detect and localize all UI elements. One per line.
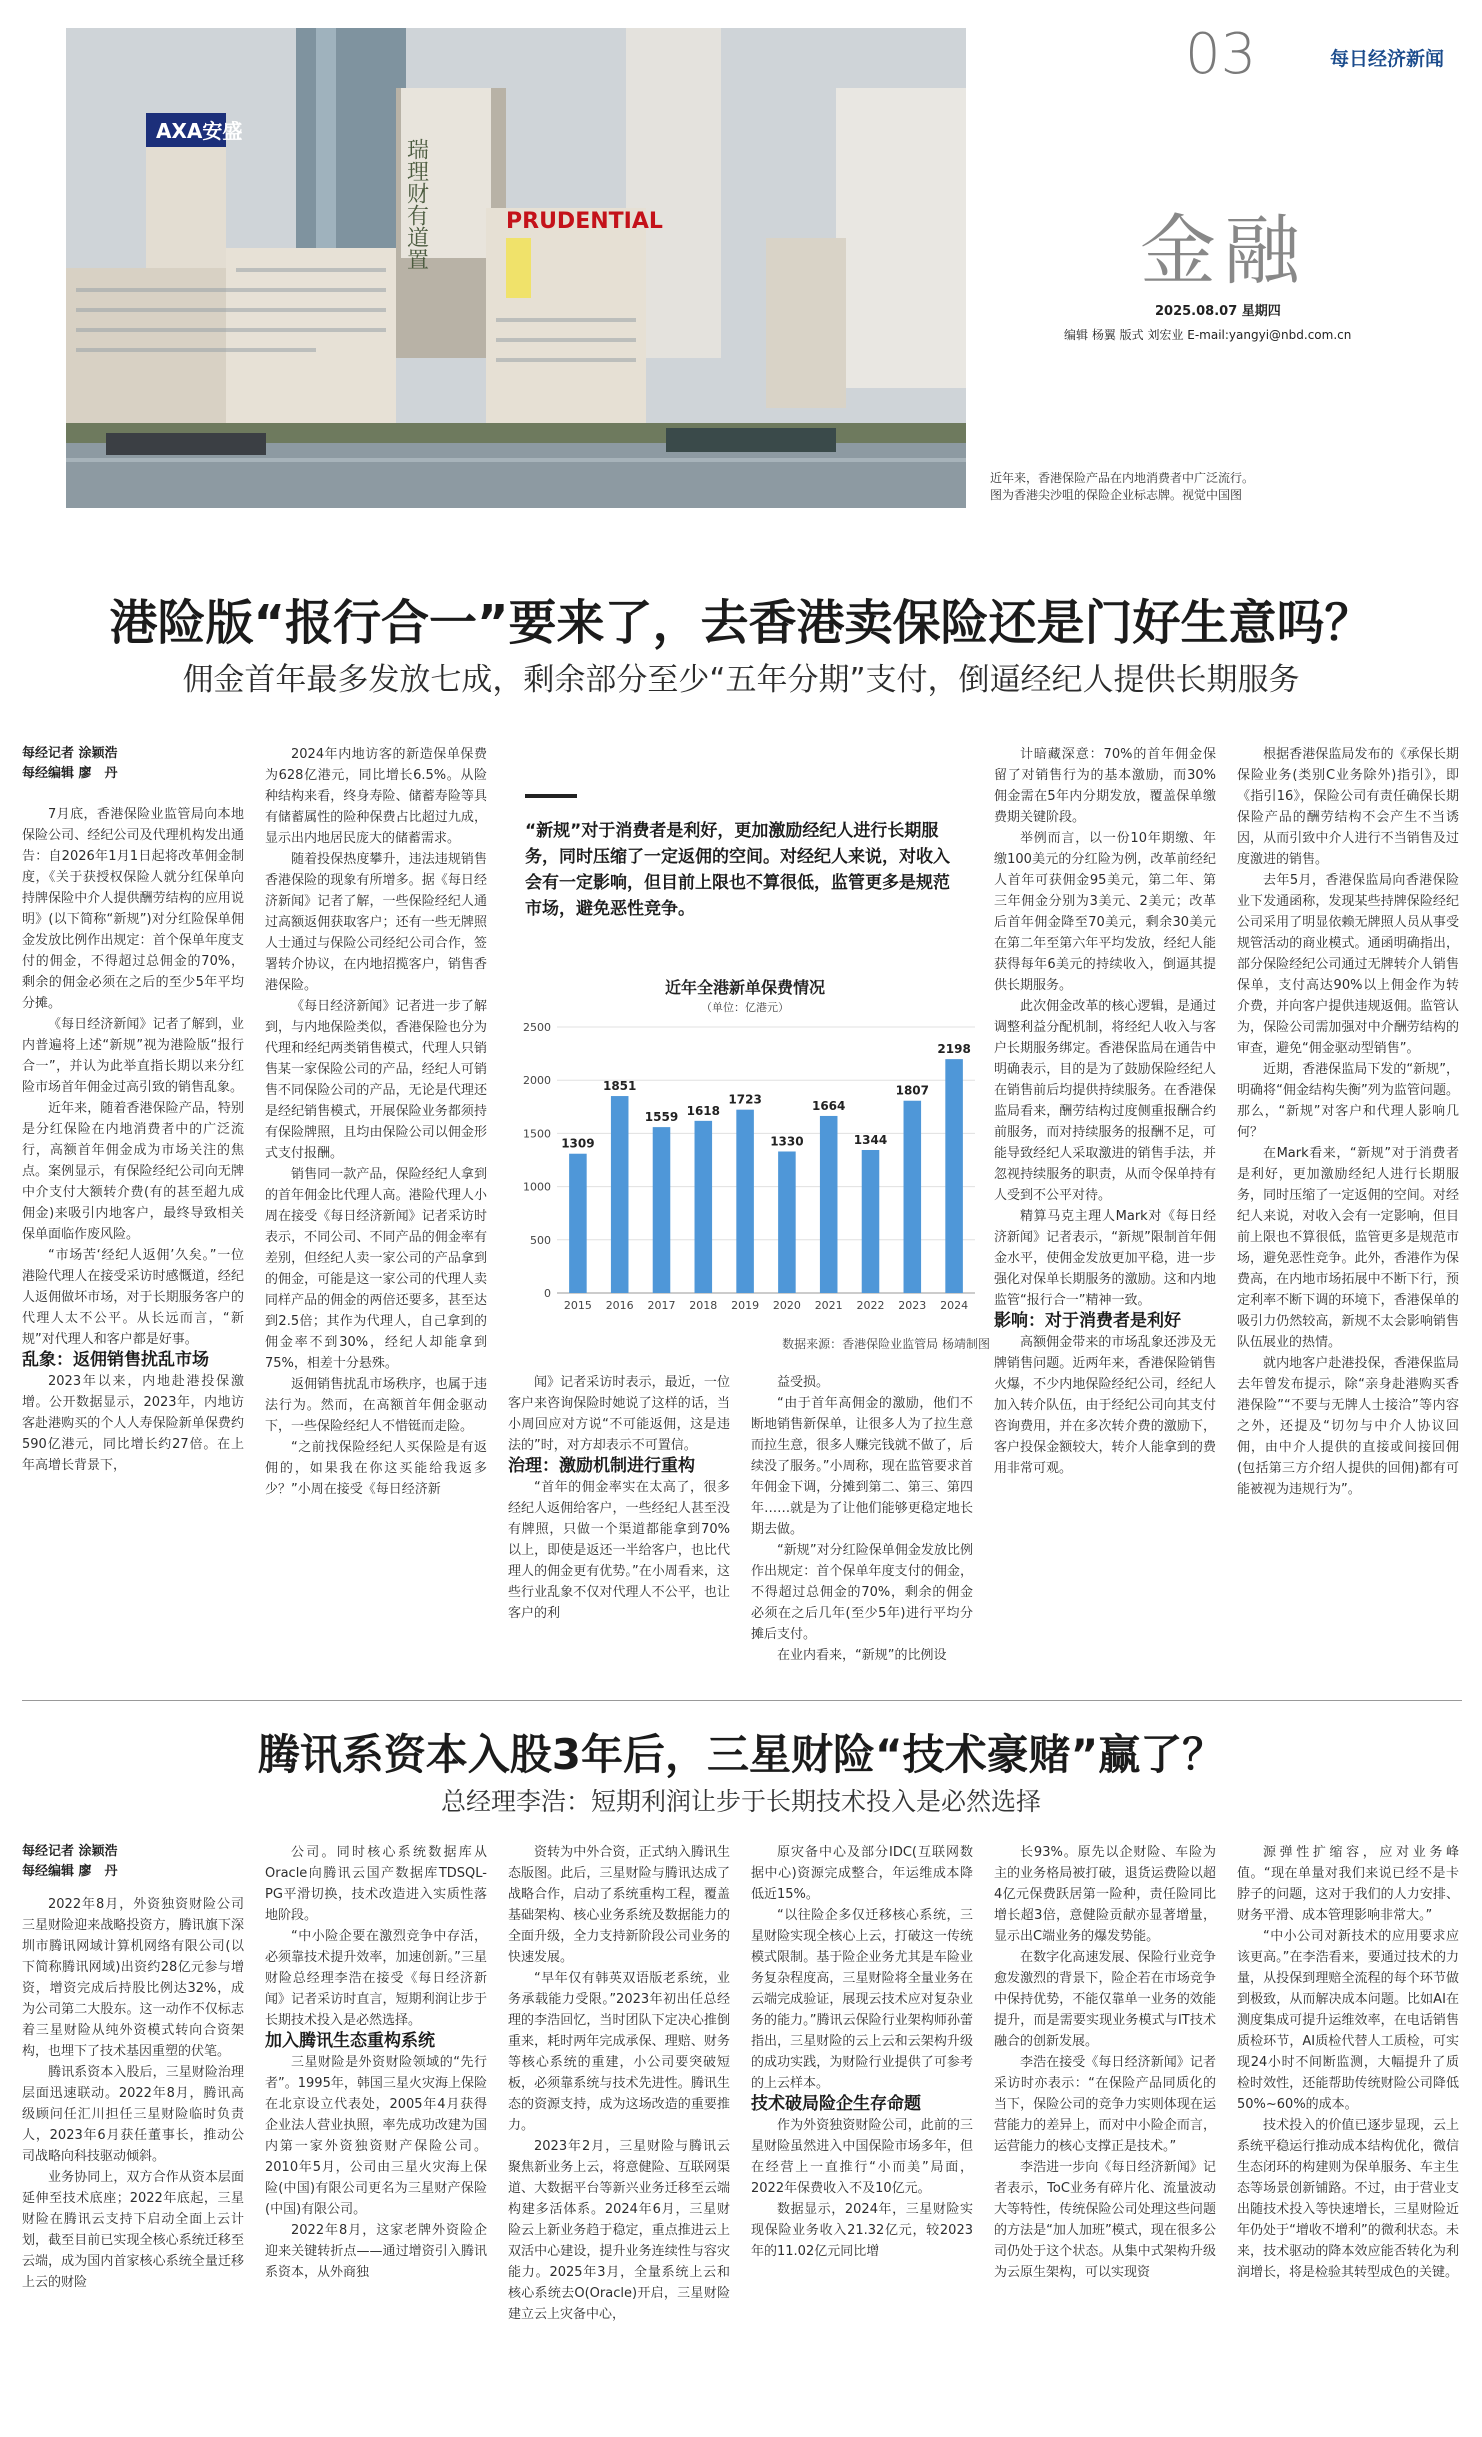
paragraph: 销售同一款产品，保险经纪人拿到的首年佣金比代理人高。港险代理人小周在接受《每日经济新闻》记者采访时表示，不同公司、不同产品的佣金率有差别，但经纪人卖一家公司的产品拿到的佣金，可能是这一家公司的代理人卖同样产品的佣金的两倍还要多，甚至达到2.5倍；其作为代理人，自己拿到的佣金率不到30%，经纪人却能拿到75%，相差十分悬殊。	[265, 1167, 487, 1371]
vertical-sign: 瑞理财有道置	[403, 138, 429, 270]
x-tick-label-2017: 2017	[647, 1299, 676, 1312]
article1-subhead-2: 治理：激励机制进行重构	[508, 1456, 695, 1476]
chart-source: 数据来源：香港保险业监管局 杨靖制图	[782, 1337, 990, 1351]
article2-headline: 腾讯系资本入股3年后，三星财险“技术豪赌”赢了？	[257, 1730, 1225, 1779]
paragraph: “由于首年高佣金的激励，他们不断地销售新保单，让很多人为了拉生意而拉生意，很多人赚完钱就不做了，后续没了服务。”小周称，现在监管要求首年佣金下调，分摊到第二、第三、第四年……就是为了让他们能够更稳定地长期去做。	[751, 1396, 973, 1537]
article-divider	[22, 1700, 1462, 1701]
y-tick-label: 1500	[523, 1127, 551, 1141]
paragraph: 2022年8月，这家老牌外资险企迎来关键转折点——通过增资引入腾讯系资本，从外商独	[265, 2223, 487, 2280]
x-tick-label-2024: 2024	[940, 1299, 969, 1312]
paragraph: 此次佣金改革的核心逻辑，是通过调整利益分配机制，将经纪人收入与客户长期服务绑定。香港保监局在通告中明确表示，目的是为了鼓励保险经纪人在销售前后均提供持续服务。在香港保监局看来，酬劳结构过度侧重报酬合约前服务，而对持续服务的报酬不足，可能导致经纪人采取激进的销售手法，并忽视持续服务的职责，从而令保单持有人受到不公平对待。	[994, 999, 1216, 1203]
issue-date: 2025.08.07 星期四	[1155, 304, 1281, 319]
paragraph: 在业内看来，“新规”的比例设	[777, 1648, 947, 1663]
bar-chart	[505, 975, 985, 1335]
paragraph: 精算马克主理人Mark对《每日经济新闻》记者表示，“新规”限制首年佣金水平，使佣金发放更加平稳，进一步强化对保单长期服务的激励。这和内地监管“报行合一”精神一致。	[994, 1209, 1216, 1308]
paragraph: 技术投入的价值已逐步显现，云上系统平稳运行推动成本结构优化，微信生态闭环的构建则为保单服务、车主生态等场景创新铺路。不过，由于营业支出随技术投入等快速增长，三星财险近年仍处于“增收不增利”的微利状态。未来，技术驱动的降本效应能否转化为利润增长，将是检验其转型成色的关键。	[1237, 2118, 1459, 2280]
paragraph: 在数字化高速发展、保险行业竞争愈发激烈的背景下，险企若在市场竞争中保持优势，不能仅靠单一业务的效能提升，而是需要实现业务模式与IT技术融合的创新发展。	[994, 1950, 1216, 2049]
paragraph: 《每日经济新闻》记者进一步了解到，与内地保险类似，香港保险也分为代理和经纪两类销售模式，代理人只销售某一家保险公司的产品，经纪人可销售不同保险公司的产品，无论是代理还是经纪销售模式，开展保险业务都须持有保险牌照，且均由保险公司以佣金形式支付报酬。	[265, 999, 487, 1161]
data-label-2017: 1559	[644, 1110, 679, 1125]
paragraph: 高额佣金带来的市场乱象还涉及无牌销售问题。近两年来，香港保险销售火爆，不少内地保险经纪公司，经纪人加入转介队伍，由于经纪公司向其支付咨询费用，并在多次转介费的激励下，客户投保金额较大，转介人能拿到的费用非常可观。	[994, 1335, 1216, 1476]
chart-title: 近年全港新单保费情况	[664, 978, 826, 997]
paragraph: 业务协同上，双方合作从资本层面延伸至技术底座；2022年底起，三星财险在腾讯云支持下启动全面上云计划，截至目前已实现全核心系统迁移至云端，成为国内首家核心系统全量迁移上云的财险	[22, 2170, 244, 2290]
y-tick-label: 2000	[523, 1074, 551, 1088]
paragraph: 源弹性扩缩容，应对业务峰值。“现在单量对我们来说已经不是卡脖子的问题，这对于我们的人力安排、财务平滑、成本管理影响非常大。”	[1237, 1845, 1459, 1923]
page-number: 03	[1185, 22, 1257, 87]
paragraph: 2024年内地访客的新造保单保费为628亿港元，同比增长6.5%。从险种结构来看，终身寿险、储蓄寿险等具有储蓄属性的险种保费占比超过九成，显示出内地居民庞大的储蓄需求。	[265, 747, 487, 846]
paragraph: 7月底，香港保险业监管局向本地保险公司、经纪公司及代理机构发出通告：自2026年1月1日起将改革佣金制度，《关于获授权保险人就分红保单向持牌保险中介人提供酬劳结构的应用说明》(以下简称“新规”)对分红险保单佣金发放比例作出规定：首个保单年度支付的佣金，不得超过总佣金的70%，剩余的佣金必须在之后的至少5年平均分摊。	[22, 807, 244, 1011]
chart-unit-label: （单位：亿港元）	[701, 1001, 789, 1014]
article2-subhead-1: 加入腾讯生态重构系统	[265, 2031, 435, 2051]
bar-2015	[569, 1154, 587, 1293]
bar-2016	[611, 1096, 629, 1293]
bar-2019	[736, 1110, 754, 1293]
x-tick-label-2015: 2015	[563, 1299, 592, 1312]
paragraph: 随着投保热度攀升，违法违规销售香港保险的现象有所增多。据《每日经济新闻》记者了解，一些保险经纪人通过高额返佣获取客户；还有一些无牌照人士通过与保险公司经纪公司合作，签署转介协议，在内地招揽客户，销售香港保险。	[265, 852, 487, 993]
paragraph: “以往险企多仅迁移核心系统，三星财险实现全核心上云，打破这一传统模式限制。基于险企业务尤其是车险业务复杂程度高，三星财险将全量业务在云端完成验证，展现云技术应对复杂业务的能力。”腾讯云保险行业架构师孙蕾指出，三星财险的云上云和云架构升级的成功实践，为财险行业提供了可参考的上云样本。	[751, 1908, 973, 2091]
section-title: 金融	[1140, 206, 1308, 295]
paragraph: 李浩在接受《每日经济新闻》记者采访时亦表示：“在保险产品同质化的当下，保险公司的竞争力实则体现在运营能力的差异上，而对中小险企而言，运营能力的核心支撑正是技术。”	[994, 2055, 1216, 2154]
paragraph: 公司。同时核心系统数据库从Oracle向腾讯云国产数据库TDSQL-PG平滑切换，技术改造进入实质性落地阶段。	[265, 1845, 487, 1923]
article2-column-4	[751, 1842, 973, 2262]
article1-column-2	[265, 744, 487, 1500]
paragraph: “市场苦‘经纪人返佣’久矣。”一位港险代理人在接受采访时感慨道，经纪人返佣做坏市场，对于长期服务客户的代理人太不公平。从长远而言，“新规”对代理人和客户都是好事。	[22, 1248, 244, 1347]
data-label-2024: 2198	[937, 1042, 971, 1057]
paragraph: 在Mark看来，“新规”对于消费者是利好，更加激励经纪人进行长期服务，同时压缩了一定返佣的空间。对经纪人来说，对收入会有一定影响，但目前上限也不算很低，监管更多是规范市场，避免恶性竞争。此外，香港作为保费高，在内地市场拓展中不断下行，预定利率不断下调的环境下，香港保单的吸引力仍然较高，新规不太会影响销售队伍展业的热情。	[1237, 1146, 1459, 1350]
x-tick-label-2022: 2022	[856, 1299, 885, 1312]
pull-quote-text: “新规”对于消费者是利好，更加激励经纪人进行长期服务，同时压缩了一定返佣的空间。对经纪人来说，对收入会有一定影响，但目前上限也不算很低，监管更多是规范市场，避免恶性竞争。	[525, 821, 950, 919]
article1-subheadline: 佣金首年最多发放七成，剩余部分至少“五年分期”支付，倒逼经纪人提供长期服务	[182, 662, 1300, 698]
y-tick-label: 2500	[523, 1021, 551, 1034]
paragraph: 数据显示，2024年，三星财险实现保险业务收入21.32亿元，较2023年的11.02亿元同比增	[751, 2202, 973, 2259]
paragraph: “首年的佣金率实在太高了，很多经纪人返佣给客户，一些经纪人甚至没有牌照，只做一个渠道都能拿到70%以上，即使是返还一半给客户，也比代理人的佣金更有优势。”在小周看来，这些行业乱象不仅对代理人不公平，也让客户的利	[508, 1480, 730, 1621]
pull-quote	[525, 818, 965, 922]
axa-sign: AXA安盛	[156, 119, 243, 143]
article2-column-2	[265, 1842, 487, 2283]
article2-reporter: 每经记者 涂颖浩	[22, 1844, 118, 1859]
y-tick-label: 0	[544, 1287, 551, 1300]
bar-2017	[653, 1127, 671, 1293]
data-label-2015: 1309	[561, 1136, 595, 1151]
article2-column-3	[508, 1842, 730, 2325]
data-label-2018: 1618	[686, 1103, 721, 1118]
data-label-2021: 1664	[811, 1098, 846, 1113]
harbor-photo	[66, 28, 966, 508]
paragraph: 《每日经济新闻》记者了解到，业内普遍将上述“新规”视为港险版“报行合一”，并认为此举直指长期以来分红险市场首年佣金过高引致的销售乱象。	[22, 1017, 244, 1095]
x-tick-label-2016: 2016	[605, 1299, 634, 1312]
paragraph: 三星财险是外资财险领域的“先行者”。1995年，韩国三星火灾海上保险在北京设立代表处，2005年4月获得企业法人营业执照，率先成功改建为国内第一家外资独资财产保险公司。2010年5月，公司由三星火灾海上保险(中国)有限公司更名为三星财产保险(中国)有限公司。	[265, 2055, 487, 2217]
x-tick-label-2021: 2021	[814, 1299, 843, 1312]
paragraph: 就内地客户赴港投保，香港保监局去年曾发布提示，除“亲身赴港购买香港保险”“不要与无牌人士接洽”等内容之外，还提及“切勿与中介人协议回佣，由中介人提供的直接或间接回佣(包括第三方介绍人提供的回佣)都有可能被视为违规行为”。	[1237, 1356, 1459, 1497]
paragraph: 李浩进一步向《每日经济新闻》记者表示，ToC业务有碎片化、流量波动大等特性，传统保险公司处理这些问题的方法是“加人加班”模式，现在很多公司仍处于这个状态。从集中式架构升级为云原生架构，可以实现资	[994, 2160, 1216, 2280]
paragraph: “之前找保险经纪人买保险是有返佣的，如果我在你这买能给我返多少？”小周在接受《每日经济新	[265, 1440, 487, 1497]
article1-column-6	[1237, 744, 1459, 1500]
y-tick-label: 1000	[523, 1180, 551, 1194]
data-label-2023: 1807	[895, 1083, 930, 1098]
x-tick-label-2018: 2018	[689, 1299, 718, 1312]
paragraph: 根据香港保监局发布的《承保长期保险业务(类别C业务除外)指引》，即《指引16》，保险公司有责任确保长期保险产品的酬劳结构不会产生不当诱因，从而引致中介人进行不当销售及过度激进的销售。	[1237, 747, 1459, 867]
article1-column-4	[751, 1372, 973, 1666]
paragraph: 2023年以来，内地赴港投保激增。公开数据显示，2023年，内地访客赴港购买的个人人寿保险新单保费约590亿港元，同比增长约27倍。在上年高增长背景下，	[22, 1374, 244, 1473]
article1-subhead-3: 影响：对于消费者是利好	[994, 1311, 1181, 1331]
editor-credits: 编辑 杨翼 版式 刘宏业 E-mail:yangyi@nbd.com.cn	[1064, 328, 1352, 342]
skyline-illustration	[66, 28, 966, 508]
article1-subhead-1: 乱象：返佣销售扰乱市场	[22, 1350, 209, 1370]
paragraph: 近期，香港保监局下发的“新规”，明确将“佣金结构失衡”列为监管问题。那么，“新规”对客户和代理人影响几何？	[1237, 1062, 1459, 1140]
paragraph: 返佣销售扰乱市场秩序，也属于违法行为。然而，在高额首年佣金驱动下，一些保险经纪人不惜铤而走险。	[265, 1377, 487, 1434]
article1-column-1	[22, 744, 244, 1476]
article2-column-5	[994, 1842, 1216, 2283]
data-label-2019: 1723	[728, 1092, 762, 1107]
y-tick-label: 500	[530, 1233, 551, 1247]
bar-2024	[945, 1059, 963, 1293]
bar-2018	[695, 1121, 713, 1293]
paragraph: 计暗藏深意：70%的首年佣金保留了对销售行为的基本激励，而30%佣金需在5年内分期发放，覆盖保单缴费期关键阶段。	[994, 747, 1216, 825]
paragraph: 长93%。原先以企财险、车险为主的业务格局被打破，退货运费险以超4亿元保费跃居第一险种，责任险同比增长超3倍，意健险贡献亦显著增量，显示出C端业务的爆发势能。	[994, 1845, 1216, 1944]
bar-2023	[904, 1101, 922, 1293]
paragraph: 原灾备中心及部分IDC(互联网数据中心)资源完成整合，年运维成本降低近15%。	[751, 1845, 973, 1902]
bar-2021	[820, 1116, 838, 1293]
paragraph: 去年5月，香港保监局向香港保险业下发通函称，发现某些持牌保险经纪公司采用了明显依赖无牌照人员从事受规管活动的商业模式。通函明确指出，部分保险经纪公司通过无牌转介人销售保单，支付高达90%以上佣金作为转介费，并向客户提供违规返佣。监管认为，保险公司需加强对中介酬劳结构的审查，避免“佣金驱动型销售”。	[1237, 873, 1459, 1056]
article2-subheadline: 总经理李浩：短期利润让步于长期技术投入是必然选择	[440, 1787, 1041, 1816]
article2-subhead-2: 技术破局险企生存命题	[751, 2094, 921, 2114]
paragraph: 2022年8月，外资独资财险公司三星财险迎来战略投资方，腾讯旗下深圳市腾讯网域计算机网络有限公司(以下简称腾讯网域)出资约28亿元参与增资，增资完成后持股比例达32%，成为公司第二大股东。这一动作不仅标志着三星财险从纯外资模式转向合资架构，也埋下了技术基因重塑的伏笔。	[22, 1897, 244, 2059]
article1-editor: 每经编辑 廖 丹	[22, 766, 118, 781]
x-tick-label-2019: 2019	[731, 1299, 760, 1312]
paragraph: 2023年2月，三星财险与腾讯云聚焦新业务上云，将意健险、互联网渠道、大数据平台等新兴业务迁移至云端构建多活体系。2024年6月，三星财险云上新业务趋于稳定，重点推进云上双活中心建设，提升业务连续性与容灾能力。2025年3月，全量系统上云和核心系统去O(Oracle)开启，三星财险建立云上灾备中心，	[508, 2139, 730, 2322]
bar-2020	[778, 1151, 796, 1293]
paragraph: “新规”对分红险保单佣金发放比例作出规定：首个保单年度支付的佣金，不得超过总佣金的70%，剩余的佣金必须在之后几年(至少5年)进行平均分摊后支付。	[751, 1543, 973, 1642]
data-label-2020: 1330	[770, 1134, 804, 1149]
paragraph: 资转为中外合资，正式纳入腾讯生态版图。此后，三星财险与腾讯达成了战略合作，启动了系统重构工程，覆盖基础架构、核心业务系统及数据能力的全面升级，全力支持新阶段公司业务的快速发展。	[508, 1845, 730, 1965]
paragraph: 闻》记者采访时表示，最近，一位客户来咨询保险时她说了这样的话，当小周回应对方说“不可能返佣，这是违法的”时，对方却表示不可置信。	[508, 1375, 730, 1453]
paragraph: “中小公司对新技术的应用要求应该更高。”在李浩看来，要通过技术的力量，从投保到理赔全流程的每个环节做到极致，从而解决成本问题。比如AI在测度集成可提升运维效率，在电话销售质检环节，AI质检代替人工质检，可实现24小时不间断监测，大幅提升了质检时效性，还能帮助传统财险公司降低50%~60%的成本。	[1237, 1929, 1459, 2112]
photo-caption: 近年来，香港保险产品在内地消费者中广泛流行。图为香港尖沙咀的保险企业标志牌。视觉中国图	[990, 471, 1255, 502]
newspaper-name: 每日经济新闻	[1330, 48, 1445, 70]
paragraph: “早年仅有韩英双语版老系统，业务承载能力受限。”2023年初出任总经理的李浩回忆，当时团队下定决心推倒重来，耗时两年完成承保、理赔、财务等核心系统的重建，小公司要突破短板，必须靠系统与技术先进性。腾讯生态的资源支持，成为这场改造的重要推力。	[508, 1971, 730, 2133]
article2-column-6	[1237, 1842, 1459, 2283]
article2-editor: 每经编辑 廖 丹	[22, 1864, 118, 1879]
article1-column-5	[994, 744, 1216, 1479]
x-tick-label-2023: 2023	[898, 1299, 927, 1312]
article1-reporter: 每经记者 涂颖浩	[22, 746, 118, 761]
bar-2022	[862, 1150, 880, 1293]
data-label-2022: 1344	[853, 1132, 888, 1147]
paragraph: 举例而言，以一份10年期缴、年缴100美元的分红险为例，改革前经纪人首年可获佣金95美元，第二年、第三年佣金分别为3美元、2美元；改革后首年佣金降至70美元，剩余30美元在第二年至第六年平均发放，经纪人能获得每年6美元的持续收入，倒逼其提供长期服务。	[994, 831, 1216, 993]
data-label-2016: 1851	[602, 1079, 637, 1094]
paragraph: 腾讯系资本入股后，三星财险治理层面迅速联动。2022年8月，腾讯高级顾问任汇川担任三星财险临时负责人，2023年6月获任董事长，推动公司战略向科技驱动倾斜。	[22, 2065, 244, 2164]
prudential-sign: PRUDENTIAL	[506, 209, 663, 234]
paragraph: 作为外资独资财险公司，此前的三星财险虽然进入中国保险市场多年，但在经营上一直推行“小而美”局面，2022年保费收入不及10亿元。	[751, 2118, 973, 2196]
article2-column-1	[22, 1842, 244, 2293]
paragraph: 益受损。	[777, 1375, 830, 1390]
x-tick-label-2020: 2020	[772, 1299, 801, 1312]
paragraph: “中小险企要在激烈竞争中存活，必须靠技术提升效率，加速创新。”三星财险总经理李浩在接受《每日经济新闻》记者采访时直言，短期利润让步于长期技术投入是必然选择。	[265, 1929, 487, 2028]
paragraph: 近年来，随着香港保险产品，特别是分红保险在内地消费者中的广泛流行，高额首年佣金成为市场关注的焦点。案例显示，有保险经纪公司向无牌中介支付大额转介费(有的甚至超九成佣金)来吸引内地客户，最终导致相关保单面临作废风险。	[22, 1101, 244, 1242]
article1-headline: 港险版“报行合一”要来了，去香港卖保险还是门好生意吗？	[109, 595, 1373, 651]
quote-bar	[525, 794, 577, 798]
article1-column-3	[508, 1372, 730, 1624]
